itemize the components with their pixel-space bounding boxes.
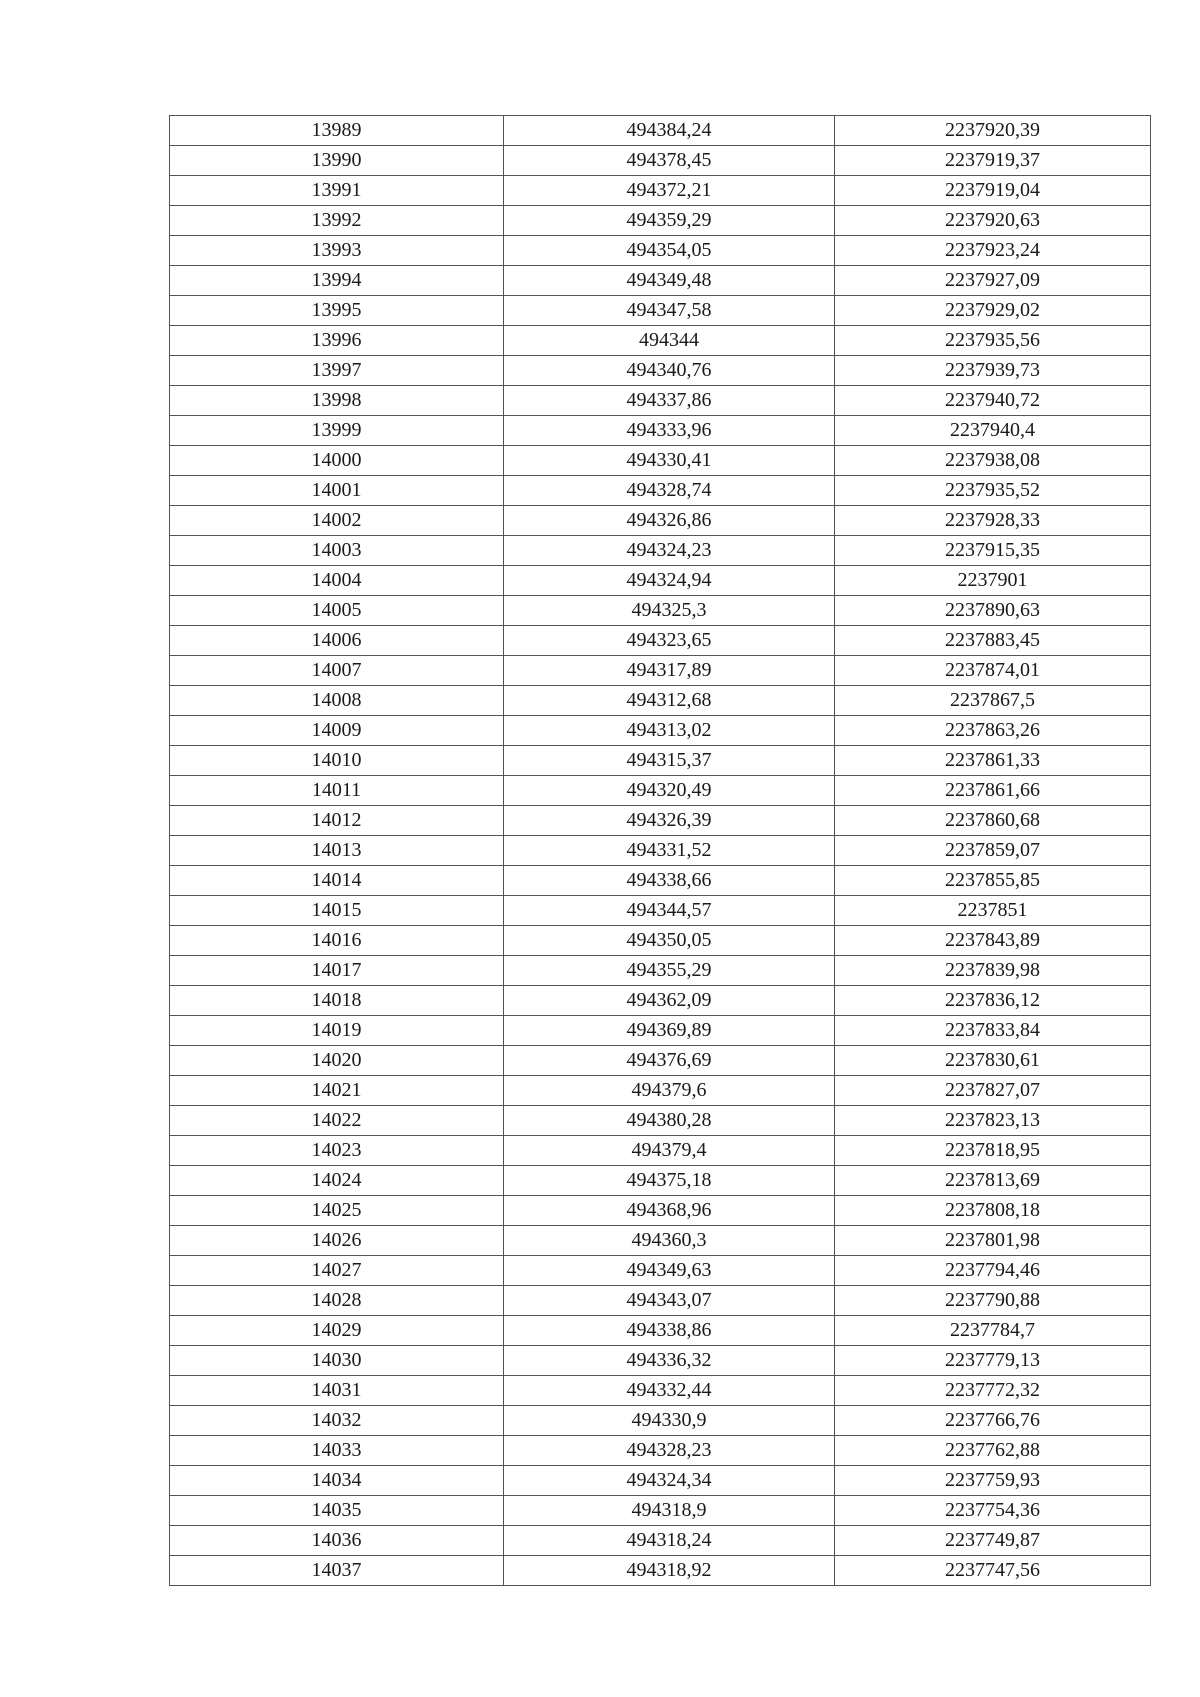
x-coordinate-cell: 494318,9 (504, 1496, 835, 1526)
point-number-cell: 14035 (170, 1496, 504, 1526)
y-coordinate-cell: 2237867,5 (835, 686, 1151, 716)
table-row (170, 1376, 1151, 1406)
x-coordinate-cell: 494326,39 (504, 806, 835, 836)
table-row (170, 1556, 1151, 1586)
table-row (170, 716, 1151, 746)
y-coordinate-cell: 2237861,66 (835, 776, 1151, 806)
y-coordinate-cell: 2237784,7 (835, 1316, 1151, 1346)
table-row (170, 626, 1151, 656)
point-number-cell: 13997 (170, 356, 504, 386)
y-coordinate-cell: 2237823,13 (835, 1106, 1151, 1136)
point-number-cell: 14013 (170, 836, 504, 866)
point-number-cell: 14016 (170, 926, 504, 956)
x-coordinate-cell: 494360,3 (504, 1226, 835, 1256)
point-number-cell: 14005 (170, 596, 504, 626)
table-row (170, 596, 1151, 626)
x-coordinate-cell: 494378,45 (504, 146, 835, 176)
table-row (170, 1526, 1151, 1556)
table-row (170, 536, 1151, 566)
x-coordinate-cell: 494328,23 (504, 1436, 835, 1466)
y-coordinate-cell: 2237919,04 (835, 176, 1151, 206)
y-coordinate-cell: 2237927,09 (835, 266, 1151, 296)
x-coordinate-cell: 494337,86 (504, 386, 835, 416)
x-coordinate-cell: 494368,96 (504, 1196, 835, 1226)
x-coordinate-cell: 494372,21 (504, 176, 835, 206)
x-coordinate-cell: 494323,65 (504, 626, 835, 656)
y-coordinate-cell: 2237939,73 (835, 356, 1151, 386)
y-coordinate-cell: 2237794,46 (835, 1256, 1151, 1286)
point-number-cell: 14032 (170, 1406, 504, 1436)
table-row (170, 1076, 1151, 1106)
table-row (170, 326, 1151, 356)
y-coordinate-cell: 2237859,07 (835, 836, 1151, 866)
table-row (170, 1346, 1151, 1376)
y-coordinate-cell: 2237940,72 (835, 386, 1151, 416)
x-coordinate-cell: 494375,18 (504, 1166, 835, 1196)
table-row (170, 206, 1151, 236)
table-row (170, 656, 1151, 686)
x-coordinate-cell: 494380,28 (504, 1106, 835, 1136)
x-coordinate-cell: 494324,23 (504, 536, 835, 566)
table-row (170, 1316, 1151, 1346)
table-row (170, 446, 1151, 476)
point-number-cell: 14036 (170, 1526, 504, 1556)
point-number-cell: 14004 (170, 566, 504, 596)
point-number-cell: 14034 (170, 1466, 504, 1496)
y-coordinate-cell: 2237928,33 (835, 506, 1151, 536)
table-row (170, 1196, 1151, 1226)
table-row (170, 146, 1151, 176)
point-number-cell: 14010 (170, 746, 504, 776)
x-coordinate-cell: 494331,52 (504, 836, 835, 866)
y-coordinate-cell: 2237920,63 (835, 206, 1151, 236)
point-number-cell: 13992 (170, 206, 504, 236)
x-coordinate-cell: 494324,94 (504, 566, 835, 596)
table-row (170, 926, 1151, 956)
y-coordinate-cell: 2237855,85 (835, 866, 1151, 896)
table-row (170, 176, 1151, 206)
x-coordinate-cell: 494338,86 (504, 1316, 835, 1346)
table-row (170, 1016, 1151, 1046)
x-coordinate-cell: 494359,29 (504, 206, 835, 236)
y-coordinate-cell: 2237762,88 (835, 1436, 1151, 1466)
point-number-cell: 13990 (170, 146, 504, 176)
point-number-cell: 14026 (170, 1226, 504, 1256)
y-coordinate-cell: 2237779,13 (835, 1346, 1151, 1376)
point-number-cell: 14030 (170, 1346, 504, 1376)
y-coordinate-cell: 2237843,89 (835, 926, 1151, 956)
y-coordinate-cell: 2237883,45 (835, 626, 1151, 656)
x-coordinate-cell: 494369,89 (504, 1016, 835, 1046)
point-number-cell: 14009 (170, 716, 504, 746)
y-coordinate-cell: 2237919,37 (835, 146, 1151, 176)
y-coordinate-cell: 2237851 (835, 896, 1151, 926)
y-coordinate-cell: 2237863,26 (835, 716, 1151, 746)
x-coordinate-cell: 494379,6 (504, 1076, 835, 1106)
point-number-cell: 14033 (170, 1436, 504, 1466)
x-coordinate-cell: 494313,02 (504, 716, 835, 746)
table-row (170, 1136, 1151, 1166)
x-coordinate-cell: 494318,92 (504, 1556, 835, 1586)
table-row (170, 1466, 1151, 1496)
y-coordinate-cell: 2237830,61 (835, 1046, 1151, 1076)
x-coordinate-cell: 494317,89 (504, 656, 835, 686)
table-row (170, 1436, 1151, 1466)
table-row (170, 956, 1151, 986)
y-coordinate-cell: 2237754,36 (835, 1496, 1151, 1526)
table-row (170, 416, 1151, 446)
y-coordinate-cell: 2237813,69 (835, 1166, 1151, 1196)
point-number-cell: 14001 (170, 476, 504, 506)
x-coordinate-cell: 494330,41 (504, 446, 835, 476)
x-coordinate-cell: 494349,48 (504, 266, 835, 296)
table-row (170, 1226, 1151, 1256)
table-row (170, 1406, 1151, 1436)
point-number-cell: 14015 (170, 896, 504, 926)
y-coordinate-cell: 2237938,08 (835, 446, 1151, 476)
point-number-cell: 14000 (170, 446, 504, 476)
point-number-cell: 14007 (170, 656, 504, 686)
x-coordinate-cell: 494344 (504, 326, 835, 356)
point-number-cell: 14023 (170, 1136, 504, 1166)
x-coordinate-cell: 494354,05 (504, 236, 835, 266)
table-row (170, 1046, 1151, 1076)
x-coordinate-cell: 494324,34 (504, 1466, 835, 1496)
point-number-cell: 13994 (170, 266, 504, 296)
x-coordinate-cell: 494347,58 (504, 296, 835, 326)
x-coordinate-cell: 494362,09 (504, 986, 835, 1016)
x-coordinate-cell: 494326,86 (504, 506, 835, 536)
y-coordinate-cell: 2237861,33 (835, 746, 1151, 776)
y-coordinate-cell: 2237759,93 (835, 1466, 1151, 1496)
y-coordinate-cell: 2237747,56 (835, 1556, 1151, 1586)
x-coordinate-cell: 494384,24 (504, 116, 835, 146)
x-coordinate-cell: 494325,3 (504, 596, 835, 626)
table-row (170, 566, 1151, 596)
y-coordinate-cell: 2237833,84 (835, 1016, 1151, 1046)
y-coordinate-cell: 2237749,87 (835, 1526, 1151, 1556)
table-row (170, 896, 1151, 926)
point-number-cell: 14019 (170, 1016, 504, 1046)
table-row (170, 776, 1151, 806)
table-row (170, 386, 1151, 416)
point-number-cell: 14018 (170, 986, 504, 1016)
y-coordinate-cell: 2237766,76 (835, 1406, 1151, 1436)
point-number-cell: 14025 (170, 1196, 504, 1226)
point-number-cell: 14020 (170, 1046, 504, 1076)
point-number-cell: 14006 (170, 626, 504, 656)
x-coordinate-cell: 494338,66 (504, 866, 835, 896)
y-coordinate-cell: 2237935,52 (835, 476, 1151, 506)
point-number-cell: 14012 (170, 806, 504, 836)
table-row (170, 1286, 1151, 1316)
x-coordinate-cell: 494320,49 (504, 776, 835, 806)
x-coordinate-cell: 494315,37 (504, 746, 835, 776)
x-coordinate-cell: 494379,4 (504, 1136, 835, 1166)
y-coordinate-cell: 2237890,63 (835, 596, 1151, 626)
table-row (170, 356, 1151, 386)
x-coordinate-cell: 494312,68 (504, 686, 835, 716)
x-coordinate-cell: 494343,07 (504, 1286, 835, 1316)
table-row (170, 1256, 1151, 1286)
y-coordinate-cell: 2237860,68 (835, 806, 1151, 836)
table-row (170, 1106, 1151, 1136)
point-number-cell: 13999 (170, 416, 504, 446)
y-coordinate-cell: 2237827,07 (835, 1076, 1151, 1106)
table-row (170, 806, 1151, 836)
point-number-cell: 14029 (170, 1316, 504, 1346)
x-coordinate-cell: 494318,24 (504, 1526, 835, 1556)
table-row (170, 1166, 1151, 1196)
x-coordinate-cell: 494332,44 (504, 1376, 835, 1406)
y-coordinate-cell: 2237801,98 (835, 1226, 1151, 1256)
x-coordinate-cell: 494333,96 (504, 416, 835, 446)
y-coordinate-cell: 2237915,35 (835, 536, 1151, 566)
y-coordinate-cell: 2237923,24 (835, 236, 1151, 266)
y-coordinate-cell: 2237920,39 (835, 116, 1151, 146)
table-row (170, 236, 1151, 266)
table-row (170, 266, 1151, 296)
x-coordinate-cell: 494328,74 (504, 476, 835, 506)
coordinates-table (169, 115, 1151, 1586)
y-coordinate-cell: 2237839,98 (835, 956, 1151, 986)
x-coordinate-cell: 494350,05 (504, 926, 835, 956)
point-number-cell: 14017 (170, 956, 504, 986)
y-coordinate-cell: 2237935,56 (835, 326, 1151, 356)
y-coordinate-cell: 2237874,01 (835, 656, 1151, 686)
y-coordinate-cell: 2237929,02 (835, 296, 1151, 326)
x-coordinate-cell: 494355,29 (504, 956, 835, 986)
point-number-cell: 14011 (170, 776, 504, 806)
table-row (170, 1496, 1151, 1526)
y-coordinate-cell: 2237836,12 (835, 986, 1151, 1016)
point-number-cell: 13993 (170, 236, 504, 266)
point-number-cell: 13989 (170, 116, 504, 146)
table-row (170, 686, 1151, 716)
point-number-cell: 13991 (170, 176, 504, 206)
table-row (170, 746, 1151, 776)
y-coordinate-cell: 2237790,88 (835, 1286, 1151, 1316)
y-coordinate-cell: 2237818,95 (835, 1136, 1151, 1166)
point-number-cell: 14014 (170, 866, 504, 896)
point-number-cell: 14028 (170, 1286, 504, 1316)
x-coordinate-cell: 494376,69 (504, 1046, 835, 1076)
point-number-cell: 14008 (170, 686, 504, 716)
y-coordinate-cell: 2237772,32 (835, 1376, 1151, 1406)
y-coordinate-cell: 2237940,4 (835, 416, 1151, 446)
table-row (170, 116, 1151, 146)
table-row (170, 836, 1151, 866)
table-row (170, 866, 1151, 896)
point-number-cell: 14024 (170, 1166, 504, 1196)
coordinates-table-body (170, 116, 1151, 1586)
point-number-cell: 14003 (170, 536, 504, 566)
table-row (170, 986, 1151, 1016)
x-coordinate-cell: 494344,57 (504, 896, 835, 926)
x-coordinate-cell: 494340,76 (504, 356, 835, 386)
x-coordinate-cell: 494330,9 (504, 1406, 835, 1436)
point-number-cell: 14027 (170, 1256, 504, 1286)
point-number-cell: 13995 (170, 296, 504, 326)
table-row (170, 506, 1151, 536)
x-coordinate-cell: 494349,63 (504, 1256, 835, 1286)
point-number-cell: 14021 (170, 1076, 504, 1106)
point-number-cell: 13998 (170, 386, 504, 416)
point-number-cell: 14031 (170, 1376, 504, 1406)
y-coordinate-cell: 2237808,18 (835, 1196, 1151, 1226)
table-row (170, 476, 1151, 506)
point-number-cell: 14022 (170, 1106, 504, 1136)
table-row (170, 296, 1151, 326)
x-coordinate-cell: 494336,32 (504, 1346, 835, 1376)
point-number-cell: 14002 (170, 506, 504, 536)
point-number-cell: 14037 (170, 1556, 504, 1586)
y-coordinate-cell: 2237901 (835, 566, 1151, 596)
point-number-cell: 13996 (170, 326, 504, 356)
